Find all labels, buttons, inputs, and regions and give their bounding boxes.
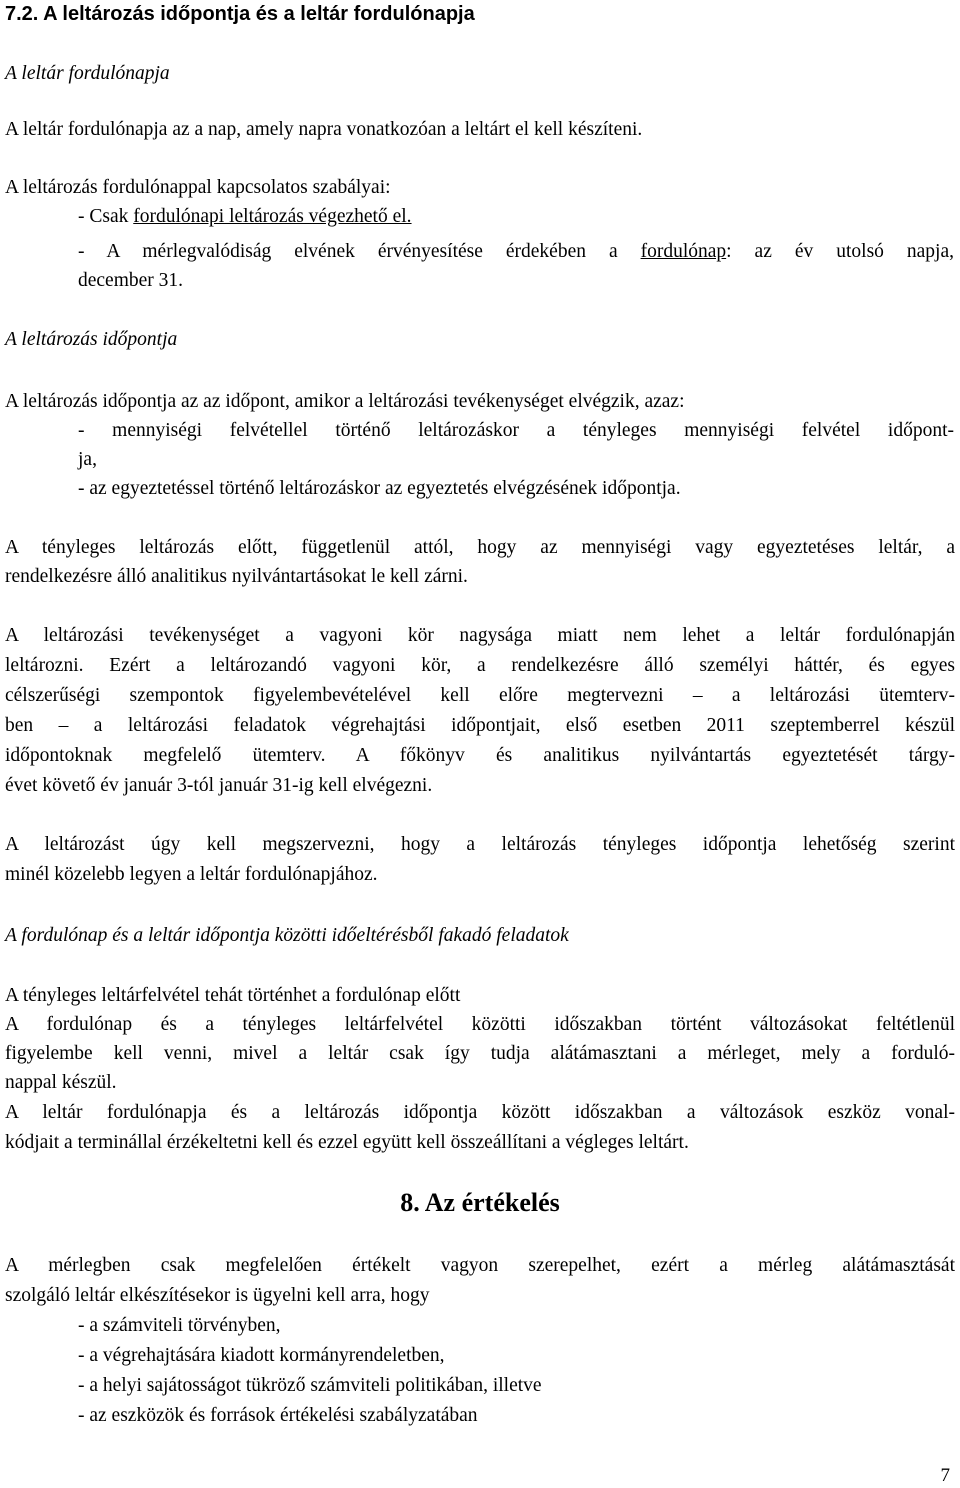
list-item: - mennyiségi felvétellel történő leltározáskor a tényleges mennyiségi felvétel időpont-: [78, 420, 954, 441]
paragraph-line: időpontoknak megfelelő ütemterv. A főkönyv és analitikus nyilvántartás egyeztetését tárgy-: [5, 745, 955, 766]
paragraph-line: A leltározás fordulónappal kapcsolatos szabályai:: [5, 177, 391, 198]
underlined-text: fordulónapi leltározás végezhető el.: [133, 206, 412, 227]
list-item-text: - Csak: [78, 206, 134, 227]
list-item: [78, 240, 954, 264]
paragraph-line: évet követő év január 3-tól január 31-ig kell elvégezni.: [5, 775, 433, 796]
paragraph-line: rendelkezésre álló analitikus nyilvántartásokat le kell zárni.: [5, 566, 468, 587]
subheading-idopont: A leltározás időpontja: [5, 329, 178, 350]
paragraph-line: A tényleges leltárfelvétel tehát történhet a fordulónap előtt: [5, 985, 461, 1006]
subheading-ideltérés: A fordulónap és a leltár időpontja közötti időeltérésből fakadó feladatok: [5, 925, 569, 946]
paragraph-line: A tényleges leltározás előtt, függetlenül attól, hogy az mennyiségi vagy egyeztetéses leltár, a: [5, 537, 955, 558]
paragraph-line: minél közelebb legyen a leltár fordulónapjához.: [5, 864, 378, 885]
list-item: - az eszközök és források értékelési szabályzatában: [78, 1405, 478, 1426]
paragraph-line: leltározni. Ezért a leltározandó vagyoni kör, a rendelkezésre álló személyi háttér, és egyes: [5, 655, 955, 676]
paragraph-line: A leltározási tevékenységet a vagyoni kör nagysága miatt nem lehet a leltár fordulónapján: [5, 625, 955, 646]
section-heading: 7.2. A leltározás időpontja és a leltár fordulónapja: [5, 3, 475, 25]
paragraph-line: A mérlegben csak megfelelően értékelt vagyon szerepelhet, ezért a mérleg alátámasztását: [5, 1255, 955, 1276]
paragraph-line: A leltározás időpontja az az időpont, amikor a leltározási tevékenységet elvégzik, azaz:: [5, 391, 685, 412]
paragraph-line: figyelembe kell venni, mivel a leltár csak így tudja alátámasztani a mérleget, mely a forduló-: [5, 1043, 955, 1064]
paragraph-line: kódjait a terminállal érzékeltetni kell és ezzel együtt kell összeállítani a végleges leltárt.: [5, 1132, 689, 1153]
list-item: - a számviteli törvényben,: [78, 1315, 281, 1336]
paragraph-line: A leltár fordulónapja az a nap, amely napra vonatkozóan a leltárt el kell készíteni.: [5, 119, 643, 140]
list-item-text: - A mérlegvalódiság elvének érvényesítése érdekében a: [78, 241, 641, 262]
paragraph-line: nappal készül.: [5, 1072, 117, 1093]
section-heading-ertekeles: 8. Az értékelés: [400, 1188, 560, 1217]
paragraph-line: célszerűségi szempontok figyelembevételével kell előre megtervezni – a leltározási ütemterv-: [5, 685, 955, 706]
list-item: - a végrehajtására kiadott kormányrendeletben,: [78, 1345, 445, 1366]
list-item: [78, 205, 412, 229]
list-item: - az egyeztetéssel történő leltározáskor az egyeztetés elvégzésének időpontja.: [78, 478, 681, 499]
list-item: - a helyi sajátosságot tükröző számviteli politikában, illetve: [78, 1375, 542, 1396]
paragraph-line: ben – a leltározási feladatok végrehajtási időpontjait, első esetben 2011 szeptemberrel készül: [5, 715, 955, 736]
page-number: 7: [940, 1465, 950, 1486]
list-item-text: : az év utolsó napja,: [726, 241, 954, 262]
paragraph-line: A leltározást úgy kell megszervezni, hogy a leltározás tényleges időpontja lehetőség szerint: [5, 834, 955, 855]
subheading-fordulonap: A leltár fordulónapja: [5, 63, 170, 84]
paragraph-line: A leltár fordulónapja és a leltározás időpontja között időszakban a változások eszköz vonal-: [5, 1102, 955, 1123]
paragraph-line: szolgáló leltár elkészítésekor is ügyelni kell arra, hogy: [5, 1285, 430, 1306]
underlined-text: fordulónap: [640, 241, 727, 262]
list-item-continuation: ja,: [78, 449, 97, 470]
list-item-continuation: december 31.: [78, 270, 184, 291]
paragraph-line: A fordulónap és a tényleges leltárfelvétel közötti időszakban történt változásokat feltétlenül: [5, 1014, 955, 1035]
